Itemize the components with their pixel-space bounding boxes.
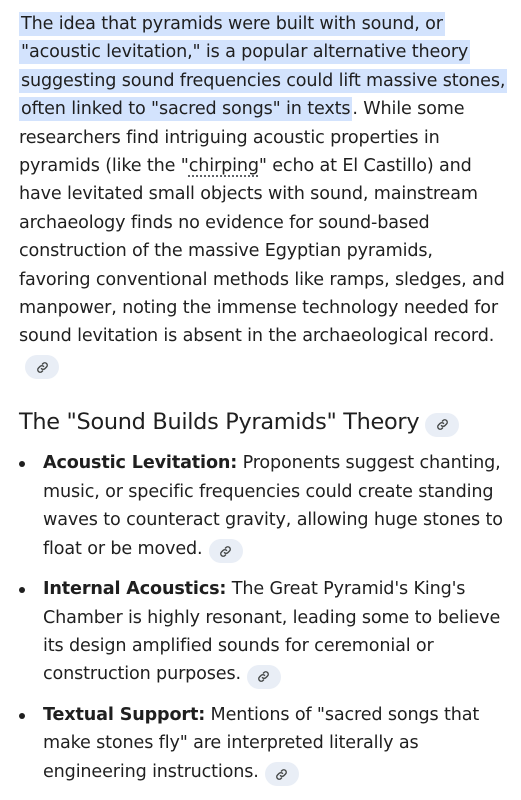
highlighted-summary[interactable]: The idea that pyramids were built with sound, or "acoustic levitation," is a popular alternative theory suggesting sound frequencies could lift massive stones, often linked to "sacred songs" in texts	[21, 14, 506, 120]
link-icon	[219, 545, 232, 558]
intro-paragraph	[19, 10, 507, 379]
section-heading-text: The "Sound Builds Pyramids" Theory	[19, 409, 420, 436]
list-item	[19, 701, 507, 786]
heading-source-link-button[interactable]	[425, 413, 459, 437]
link-icon	[257, 670, 270, 683]
point-source-link-button[interactable]	[265, 762, 299, 786]
source-link-button[interactable]	[25, 355, 59, 379]
link-icon	[436, 418, 449, 431]
dotted-term-chirping[interactable]: chirping	[188, 156, 259, 177]
point-source-link-button[interactable]	[247, 665, 281, 689]
point-text: The Great Pyramid's King's Chamber is highly resonant, leading some to believe its design amplified sounds for ceremonial or construction purposes.	[43, 579, 501, 685]
list-item	[19, 575, 507, 689]
point-text: Proponents suggest chanting, music, or specific frequencies could create standing waves to counteract gravity, allowing huge stones to float or be moved.	[43, 453, 503, 559]
intro-text: . While some researchers find intriguing acoustic properties in pyramids (like the "	[19, 99, 465, 177]
bullet-icon	[19, 587, 25, 593]
bullet-icon	[19, 461, 25, 467]
point-text: Mentions of "sacred songs that make stones fly" are interpreted literally as engineering instructions.	[43, 704, 480, 782]
bullet-icon	[19, 713, 25, 719]
section-heading	[19, 405, 507, 439]
list-item	[19, 449, 507, 563]
link-icon	[36, 361, 49, 374]
point-source-link-button[interactable]	[209, 539, 243, 563]
point-term: Internal Acoustics:	[43, 579, 227, 600]
point-term: Textual Support:	[43, 704, 206, 725]
point-term: Acoustic Levitation:	[43, 453, 238, 474]
theory-points-list	[19, 449, 507, 786]
intro-text-rest: " echo at El Castillo) and have levitated small objects with sound, mainstream archaeology finds no evidence for sound-based construction of the massive Egyptian pyramids, favoring conventional methods like ramps, sledges, and manpower, noting the immense technology needed for sound levitation is absent in the archaeological record.	[19, 156, 505, 347]
link-icon	[275, 768, 288, 781]
